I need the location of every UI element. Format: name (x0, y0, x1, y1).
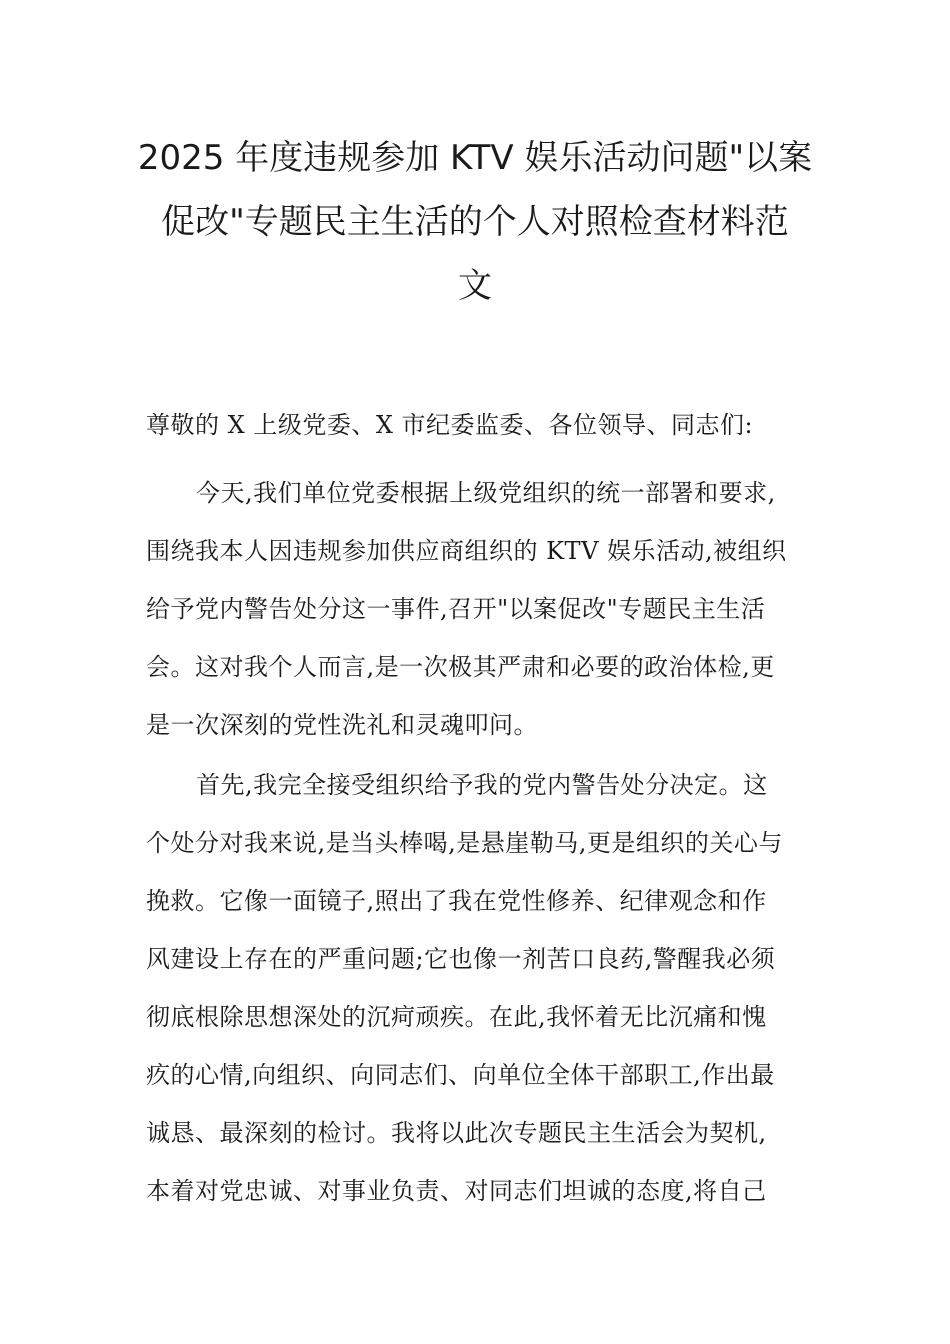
document-title (130, 126, 820, 318)
paragraph-line: 诚恳、最深刻的检讨。我将以此次专题民主生活会为契机, (146, 1119, 767, 1147)
title-line: 文 (458, 266, 492, 306)
paragraph-line: 围绕我本人因违规参加供应商组织的 KTV 娱乐活动,被组织 (146, 537, 787, 565)
paragraph-line: 个处分对我来说,是当头棒喝,是悬崖勒马,更是组织的关心与 (146, 829, 783, 857)
paragraph-line: 风建设上存在的严重问题;它也像一剂苦口良药,警醒我必须 (146, 945, 776, 973)
paragraph-line: 给予党内警告处分这一事件,召开"以案促改"专题民主生活 (146, 595, 766, 623)
paragraph-line: 会。这对我个人而言,是一次极其严肃和必要的政治体检,更 (146, 653, 775, 681)
paragraph-line: 首先,我完全接受组织给予我的党内警告处分决定。这 (196, 771, 768, 799)
paragraph-line: 挽救。它像一面镜子,照出了我在党性修养、纪律观念和作 (146, 887, 767, 915)
paragraph-line: 疚的心情,向组织、向同志们、向单位全体干部职工,作出最 (146, 1061, 775, 1089)
salutation-text: 尊敬的 X 上级党委、X 市纪委监委、各位领导、同志们: (146, 411, 754, 439)
paragraph-line: 彻底根除思想深处的沉疴顽疾。在此,我怀着无比沉痛和愧 (146, 1003, 767, 1031)
paragraph-line: 本着对党忠诚、对事业负责、对同志们坦诚的态度,将自己 (146, 1177, 767, 1205)
paragraph-1 (146, 464, 806, 754)
salutation (146, 396, 806, 454)
paragraph-line: 今天,我们单位党委根据上级党组织的统一部署和要求, (196, 479, 776, 507)
title-line: 2025 年度违规参加 KTV 娱乐活动问题"以案 (137, 138, 813, 178)
paragraph-line: 是一次深刻的党性洗礼和灵魂叩问。 (146, 711, 538, 739)
title-line: 促改"专题民主生活的个人对照检查材料范 (161, 202, 789, 242)
paragraph-2 (146, 756, 806, 1220)
